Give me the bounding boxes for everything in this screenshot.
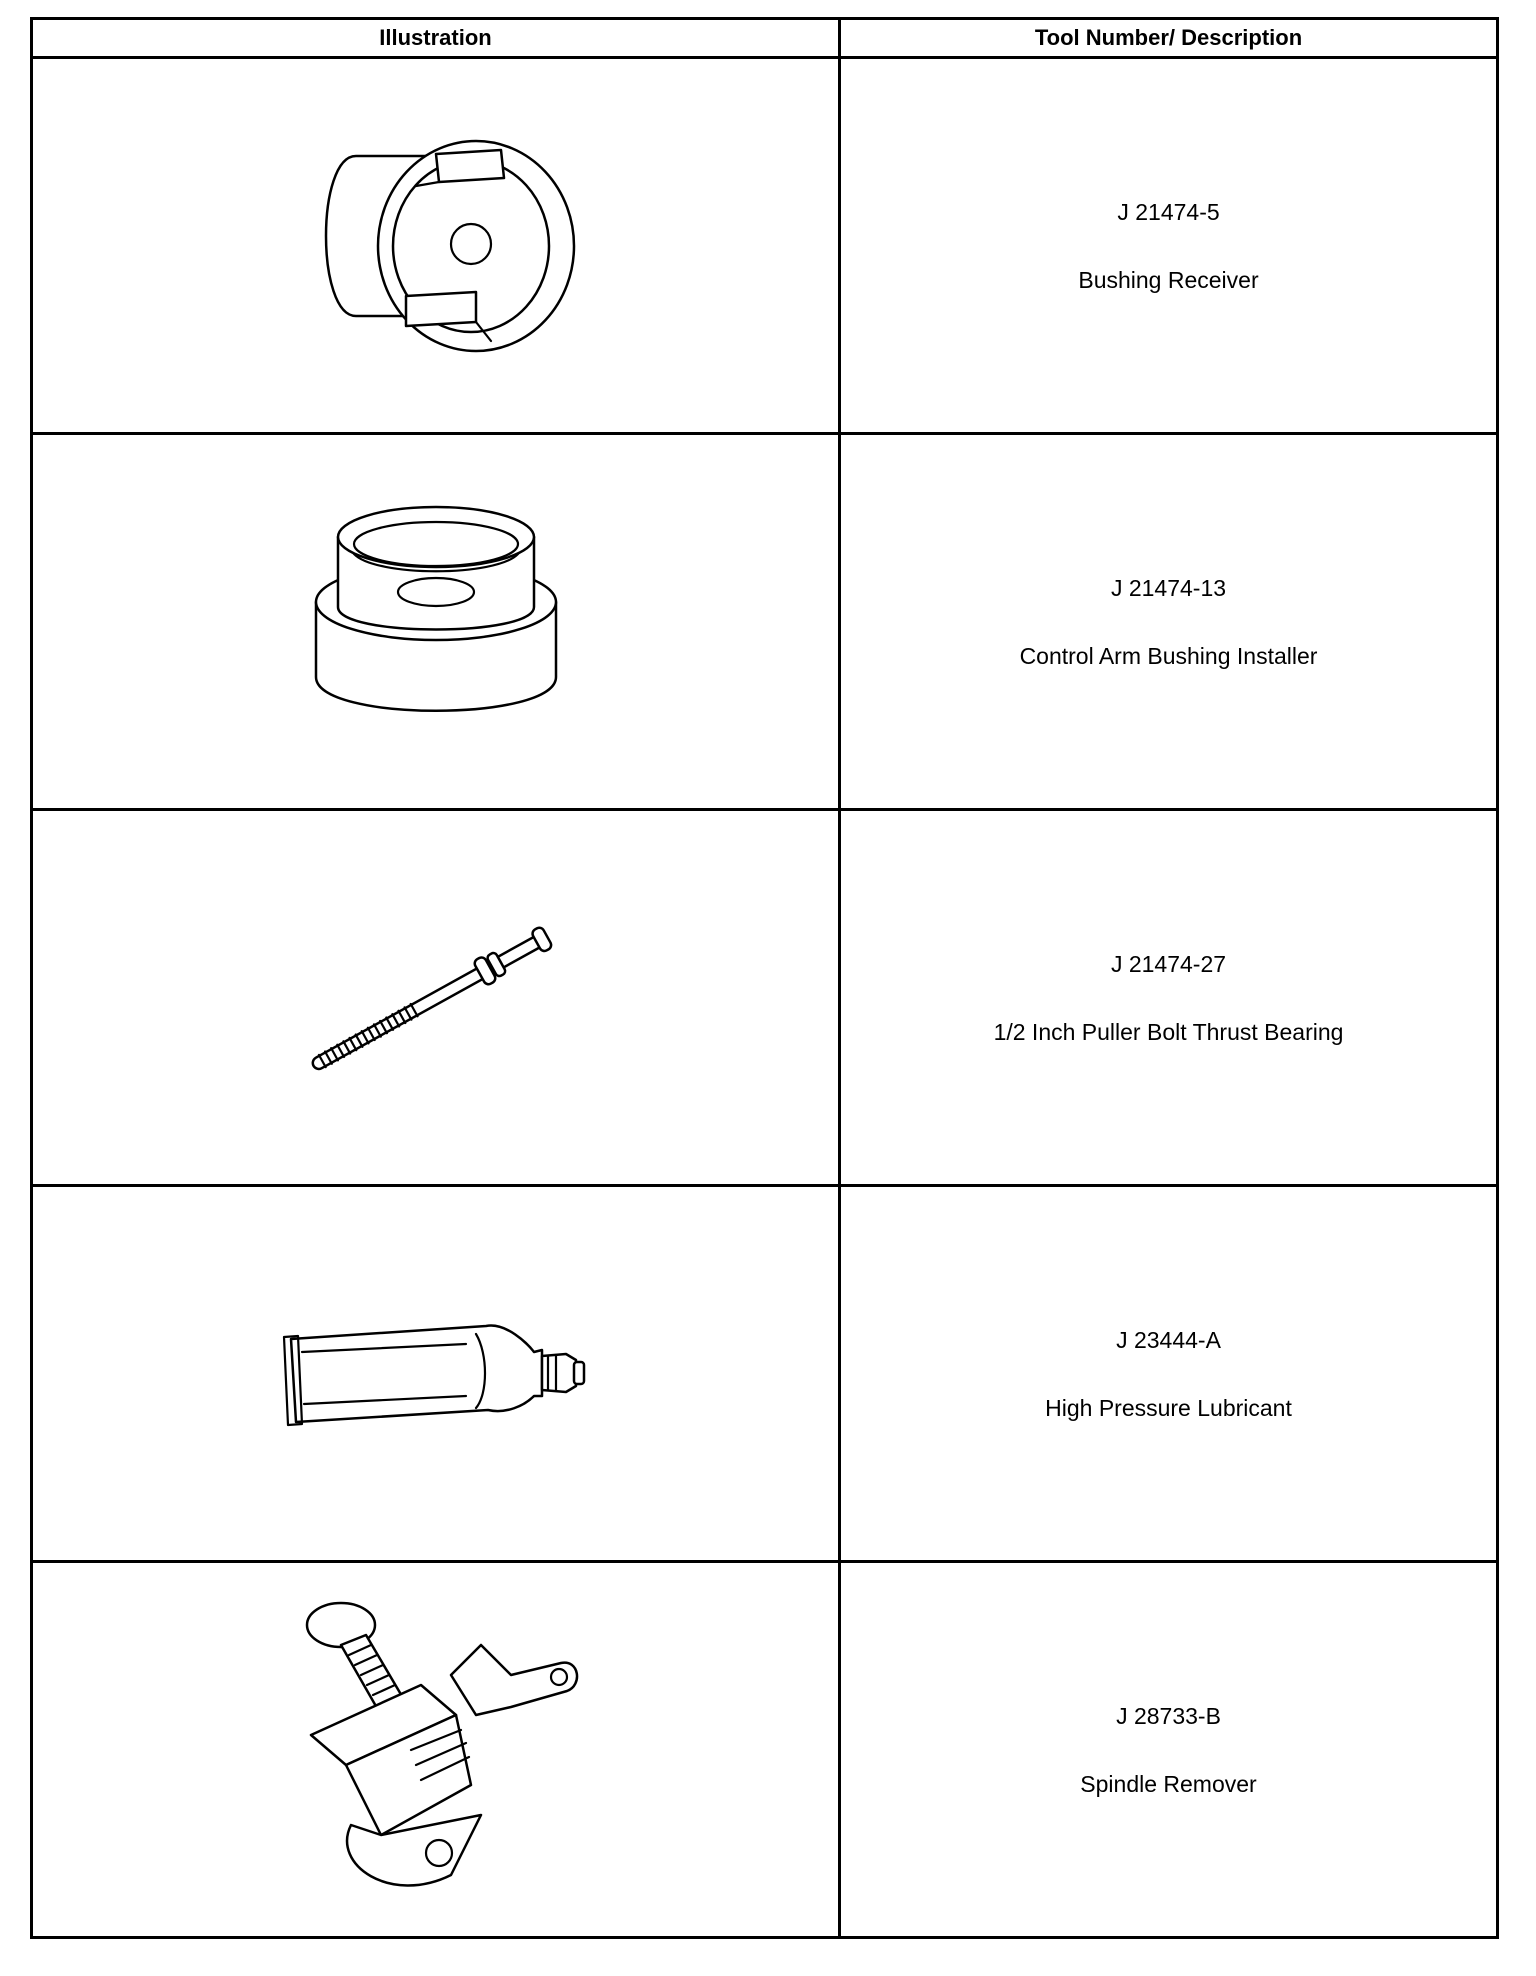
tool-info-cell bbox=[840, 58, 1498, 434]
tool-description: 1/2 Inch Puller Bolt Thrust Bearing bbox=[993, 1018, 1344, 1045]
table-row bbox=[32, 1562, 1498, 1938]
table-row bbox=[32, 58, 1498, 434]
lubricant-tube-icon bbox=[266, 1304, 606, 1444]
illustration-cell bbox=[32, 1562, 840, 1938]
tool-info-cell bbox=[840, 434, 1498, 810]
tool-number: J 28733-B bbox=[1116, 1702, 1221, 1729]
illustration-cell bbox=[32, 434, 840, 810]
tool-number: J 21474-13 bbox=[1110, 574, 1227, 601]
table-row bbox=[32, 810, 1498, 1186]
tools-table bbox=[30, 17, 1499, 1939]
tool-info-cell bbox=[840, 1186, 1498, 1562]
header-illustration: Illustration bbox=[32, 19, 840, 58]
tool-number: J 21474-5 bbox=[1117, 198, 1220, 225]
bushing-receiver-icon bbox=[276, 126, 596, 366]
spindle-remover-icon bbox=[271, 1585, 601, 1915]
illustration-cell bbox=[32, 58, 840, 434]
tool-number: J 21474-27 bbox=[1110, 950, 1227, 977]
tool-description: Bushing Receiver bbox=[1078, 266, 1259, 293]
table-row bbox=[32, 1186, 1498, 1562]
tool-description: Control Arm Bushing Installer bbox=[1019, 642, 1318, 669]
tool-info-cell bbox=[840, 810, 1498, 1186]
tool-description: High Pressure Lubricant bbox=[1045, 1394, 1292, 1421]
illustration-cell bbox=[32, 1186, 840, 1562]
table-header-row bbox=[32, 19, 1498, 58]
bushing-installer-icon bbox=[296, 502, 576, 742]
puller-bolt-icon bbox=[276, 898, 596, 1098]
tool-description: Spindle Remover bbox=[1080, 1770, 1257, 1797]
tool-info-cell bbox=[840, 1562, 1498, 1938]
table-row bbox=[32, 434, 1498, 810]
illustration-cell bbox=[32, 810, 840, 1186]
tool-number: J 23444-A bbox=[1116, 1326, 1221, 1353]
header-tool-description: Tool Number/ Description bbox=[840, 19, 1498, 58]
